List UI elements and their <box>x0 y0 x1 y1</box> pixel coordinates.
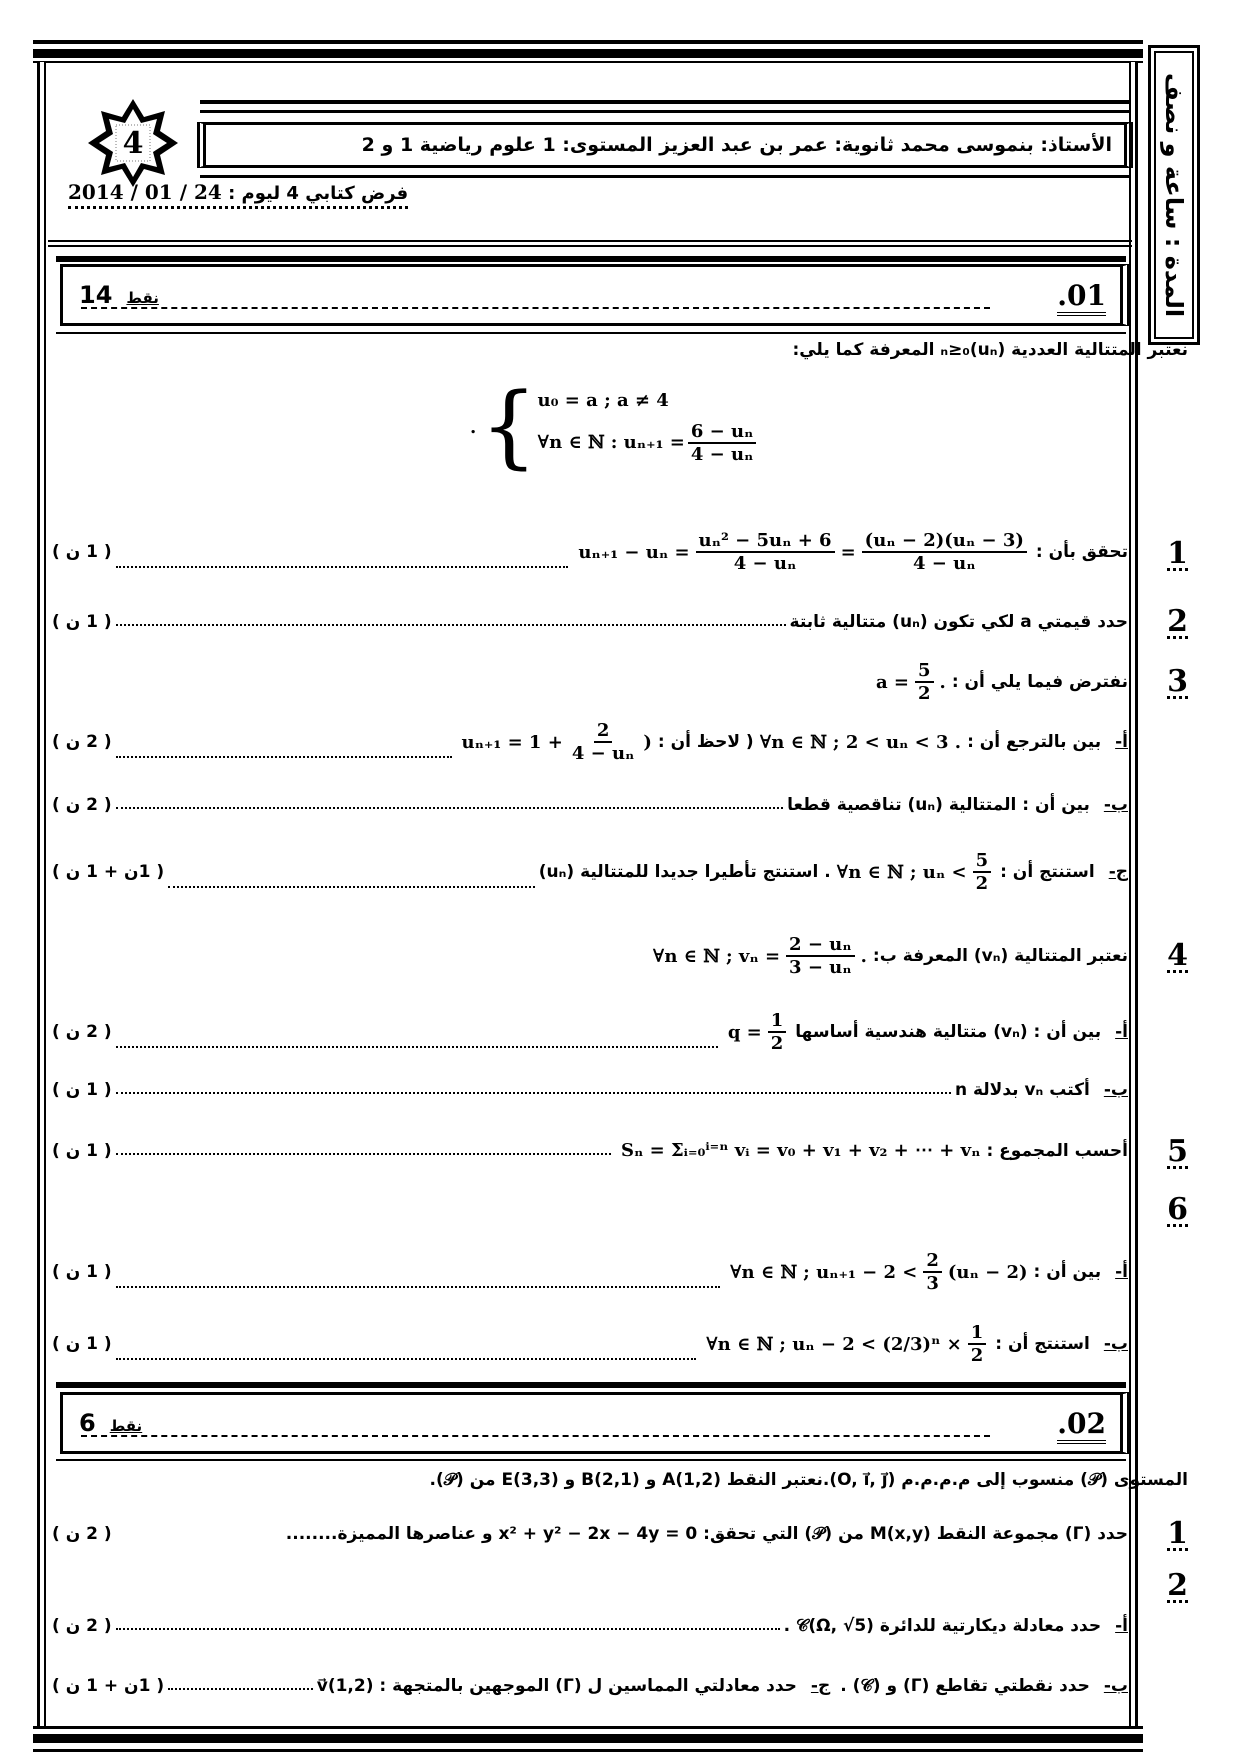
question-4a: أ- بين أن : (vₙ) متتالية هندسية أساسها q = $\frac{1}{2}$ ( 2 ن ) <box>52 1010 1128 1054</box>
exam-date: فرض كتابي 4 ليوم : 2014 / 01 / 24 <box>68 180 408 209</box>
dotted-fill <box>116 756 452 758</box>
dotted-fill <box>116 1153 611 1155</box>
fraction: $\frac{5}{2}$ <box>915 660 934 704</box>
fraction: $\frac{\text{(uₙ − 2)(uₙ − 3)}}{\text{4 − uₙ}}$ <box>862 530 1027 574</box>
separator <box>48 240 1132 242</box>
title-rule <box>200 110 1130 113</box>
question-number: 3 <box>1167 664 1188 699</box>
bottom-rule-thick <box>33 1734 1143 1743</box>
separator <box>48 245 1132 247</box>
score: ( 1 ن ) <box>52 612 112 632</box>
fraction: $\frac{1}{2}$ <box>968 1322 987 1366</box>
question-number: 6 <box>1167 1192 1188 1227</box>
score: ( 2 ن ) <box>52 1022 112 1042</box>
question-4: نعتبر المتتالية (vₙ) المعرفة ب: ∀n ∈ ℕ ; vₙ = $\frac{\text{2 − uₙ}}{\text{3 − uₙ}}$ . <box>652 934 1128 978</box>
dotted-fill <box>168 1688 313 1690</box>
fraction: $\frac{\text{6 − uₙ}}{\text{4 − uₙ}}$ <box>688 421 757 465</box>
formula: a = $\frac{5}{2}$ . <box>875 660 946 704</box>
dotted-fill <box>116 1286 720 1288</box>
recurrence: ∀n ∈ ℕ : uₙ₊₁ = $\frac{\text{6 − uₙ}}{\text{4 − uₙ}}$ <box>538 421 760 465</box>
ex2-question-1: حدد (Γ) مجموعة النقط M(x,y) من (𝒫) التي تحقق: x² + y² − 2x − 4y = 0 و عناصرها المميزة........ ( 2 ن ) <box>52 1524 1128 1544</box>
system-lines: u₀ = a ; a ≠ 4 ∀n ∈ ℕ : uₙ₊₁ = $\frac{\text{6 − uₙ}}{\text{4 − uₙ}}$ <box>538 390 760 465</box>
fraction: $\frac{5}{2}$ <box>973 850 992 894</box>
exercise-2-header <box>60 1392 1130 1454</box>
exam-number: 4 <box>122 125 144 161</box>
sequence-definition <box>470 374 759 479</box>
ex2-question-2b: ب- حدد نقطتي تقاطع (Γ) و (𝒞) . ج- حدد معادلتي المماسين ل (Γ) الموجهين بالمتجهة : v⃗(1,2) ( 1ن + 1 ن ) <box>52 1676 1128 1696</box>
dotted-fill <box>116 1628 780 1630</box>
dotted-fill <box>116 1358 696 1360</box>
score: ( 2 ن ) <box>52 795 112 815</box>
top-rule-thick <box>33 49 1143 58</box>
score: ( 2 ن ) <box>52 732 112 752</box>
question-number: 5 <box>1167 1134 1188 1169</box>
exercise-points: نقط 14 <box>79 281 159 309</box>
question-4b: ب- أكتب vₙ بدلالة n ( 1 ن ) <box>52 1080 1128 1100</box>
formula: ∀n ∈ ℕ ; uₙ < $\frac{5}{2}$ <box>837 850 994 894</box>
exercise-points: نقط 6 <box>79 1409 143 1437</box>
brace-icon: { <box>480 374 538 479</box>
section-rule <box>56 332 1126 334</box>
question-1: تحقق بأن : uₙ₊₁ − uₙ = $\frac{\text{uₙ² − 5uₙ + 6}}{\text{4 − uₙ}}$ = $\frac{\text{(uₙ − 2)(uₙ − 3)}}{\text{4 − uₙ}}$ ( 1 ن ) <box>52 530 1128 574</box>
question-6b: ب- استنتج أن : ∀n ∈ ℕ ; uₙ − 2 < (2/3)ⁿ × $\frac{1}{2}$ ( 1 ن ) <box>52 1322 1128 1366</box>
fraction: $\frac{\text{uₙ² − 5uₙ + 6}}{\text{4 − uₙ}}$ <box>696 530 835 574</box>
fraction: $\frac{2}{3}$ <box>923 1250 942 1294</box>
fraction: $\frac{2}{\text{4 − uₙ}}$ <box>571 720 635 764</box>
dotted-rule <box>81 1435 990 1437</box>
question-3a: أ- بين بالترجع أن : ∀n ∈ ℕ ; 2 < uₙ < 3 . ( لاحظ أن : uₙ₊₁ = 1 + $\frac{2}{\text{4 − uₙ}}$ ) ( 2 ن ) <box>52 720 1128 764</box>
score: ( 1 ن ) <box>52 1140 112 1161</box>
fraction: $\frac{\text{2 − uₙ}}{\text{3 − uₙ}}$ <box>786 934 855 978</box>
dotted-fill <box>168 886 535 888</box>
score: ( 2 ن ) <box>52 1616 112 1636</box>
exercise-number: .01 <box>1057 279 1106 316</box>
question-number: 4 <box>1167 938 1188 973</box>
question-number: 1 <box>1167 1516 1188 1551</box>
question-2: حدد قيمتي a لكي تكون (uₙ) متتالية ثابتة ( 1 ن ) <box>52 612 1128 632</box>
formula: ∀n ∈ ℕ ; uₙ − 2 < (2/3)ⁿ × $\frac{1}{2}$ <box>706 1322 989 1366</box>
section-rule <box>56 256 1126 262</box>
question-3c: ج- استنتج أن : ∀n ∈ ℕ ; uₙ < $\frac{5}{2}$ . استنتج تأطيرا جديدا للمتتالية (uₙ) ( 1ن + 1 ن ) <box>52 850 1128 894</box>
dotted-fill <box>116 1046 718 1048</box>
question-3b: ب- بين أن : المتتالية (uₙ) تناقصية قطعا ( 2 ن ) <box>52 795 1128 815</box>
exercise-1-header <box>60 264 1130 326</box>
score: ( 2 ن ) <box>52 1524 112 1544</box>
question-5: أحسب المجموع : Sₙ = Σᵢ₌₀ⁱ⁼ⁿ vᵢ = v₀ + v₁ + v₂ + ⋯ + vₙ ( 1 ن ) <box>52 1140 1128 1161</box>
formula: ∀n ∈ ℕ ; uₙ₊₁ − 2 < $\frac{2}{3}$ (uₙ − 2) <box>729 1250 1028 1294</box>
duration-box: المدة : ساعة و نصف <box>1148 45 1200 345</box>
question-number: 2 <box>1167 1568 1188 1603</box>
score: ( 1 ن ) <box>52 1262 112 1282</box>
question-6a: أ- بين أن : ∀n ∈ ℕ ; uₙ₊₁ − 2 < $\frac{2}{3}$ (uₙ − 2) ( 1 ن ) <box>52 1250 1128 1294</box>
exercise-1-intro: نعتبر المتتالية العددية (uₙ)ₙ≥₀ المعرفة كما يلي: <box>792 340 1188 360</box>
fraction: $\frac{1}{2}$ <box>768 1010 787 1054</box>
formula: uₙ₊₁ = 1 + $\frac{2}{\text{4 − uₙ}}$ ) <box>461 720 652 764</box>
formula: q = $\frac{1}{2}$ <box>728 1010 789 1054</box>
formula: ∀n ∈ ℕ ; vₙ = $\frac{\text{2 − uₙ}}{\text{3 − uₙ}}$ . <box>652 934 867 978</box>
dotted-rule <box>81 307 990 309</box>
dotted-fill <box>116 1092 951 1094</box>
score: ( 1 ن ) <box>52 1334 112 1354</box>
score: ( 1ن + 1 ن ) <box>52 862 165 882</box>
question-number: 1 <box>1167 536 1188 571</box>
ex2-question-2a: أ- حدد معادلة ديكارتية للدائرة 𝒞(Ω, √5) . ( 2 ن ) <box>52 1616 1128 1636</box>
exercise-number: .02 <box>1057 1407 1106 1444</box>
title-rule <box>200 175 1130 178</box>
top-rule <box>33 40 1143 44</box>
section-rule <box>56 1459 1126 1461</box>
bottom-rule <box>33 1726 1143 1729</box>
formula: uₙ₊₁ − uₙ = $\frac{\text{uₙ² − 5uₙ + 6}}{\text{4 − uₙ}}$ = $\frac{\text{(uₙ − 2)(uₙ − 3)}}{\text{4 − uₙ}}$ <box>578 530 1030 574</box>
header-title: الأستاذ: بنموسى محمد ثانوية: عمر بن عبد العزيز المستوى: 1 علوم رياضية 1 و 2 <box>197 122 1133 168</box>
dotted-fill <box>116 624 786 626</box>
question-3: نفترض فيما يلي أن : a = $\frac{5}{2}$ . <box>875 660 1128 704</box>
question-number: 2 <box>1167 604 1188 639</box>
score: ( 1ن + 1 ن ) <box>52 1676 165 1696</box>
exam-number-badge <box>88 99 178 187</box>
score: ( 1 ن ) <box>52 1080 112 1100</box>
period: . <box>470 416 477 438</box>
title-rule <box>200 100 1130 104</box>
score: ( 1 ن ) <box>52 542 112 562</box>
dotted-fill <box>116 807 784 809</box>
bottom-rule-thin <box>33 1749 1143 1752</box>
dotted-fill <box>116 566 569 568</box>
exercise-2-intro: المستوى (𝒫) منسوب إلى م.م.م.م (O, i⃗, j⃗).نعتبر النقط A(1,2) و B(2,1) و E(3,3) من (𝒫). <box>429 1470 1188 1490</box>
section-rule <box>56 1382 1126 1388</box>
